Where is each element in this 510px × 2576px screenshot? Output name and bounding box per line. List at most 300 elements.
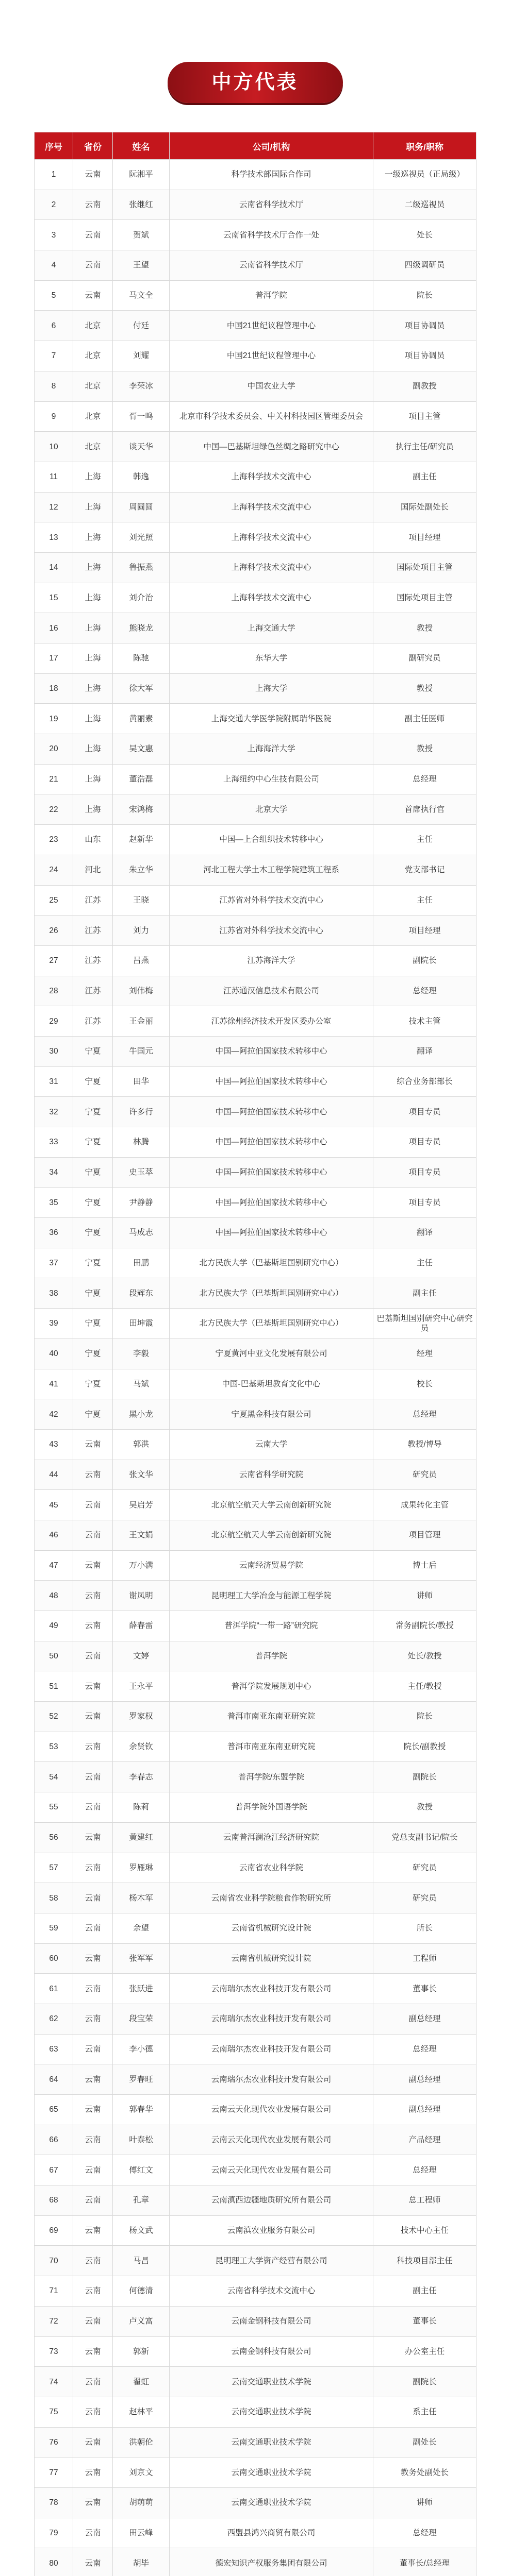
cell-name: 林腾 — [113, 1127, 170, 1158]
cell-position: 主任/教授 — [373, 1671, 476, 1702]
cell-name: 马文全 — [113, 280, 170, 311]
cell-name: 罗家权 — [113, 1702, 170, 1732]
cell-name: 刘耀 — [113, 341, 170, 371]
cell-position: 副总经理 — [373, 2064, 476, 2095]
cell-name: 黄丽素 — [113, 704, 170, 734]
cell-name: 郭春华 — [113, 2095, 170, 2125]
cell-organization: 上海海洋大学 — [170, 734, 373, 765]
cell-index: 9 — [35, 401, 73, 432]
cell-province: 江苏 — [73, 1006, 113, 1037]
cell-province: 云南 — [73, 2276, 113, 2307]
table-row — [35, 1550, 476, 1581]
cell-index: 10 — [35, 432, 73, 462]
cell-name: 尹静静 — [113, 1188, 170, 1218]
cell-organization: 宁夏黄河中亚文化发展有限公司 — [170, 1338, 373, 1369]
table-row — [35, 945, 476, 976]
cell-name: 贺斌 — [113, 220, 170, 250]
cell-organization: 北京航空航天大学云南创新研究院 — [170, 1490, 373, 1520]
cell-index: 73 — [35, 2336, 73, 2367]
cell-position: 副主任医师 — [373, 704, 476, 734]
cell-organization: 云南大学 — [170, 1429, 373, 1460]
cell-organization: 中国21世纪议程管理中心 — [170, 311, 373, 341]
table-row — [35, 1822, 476, 1853]
cell-index: 44 — [35, 1460, 73, 1490]
table-row — [35, 2185, 476, 2216]
cell-organization: 云南交通职业技术学院 — [170, 2397, 373, 2427]
table-row — [35, 401, 476, 432]
cell-province: 云南 — [73, 1460, 113, 1490]
cell-index: 32 — [35, 1097, 73, 1127]
cell-name: 李毅 — [113, 1338, 170, 1369]
cell-name: 余贤钦 — [113, 1732, 170, 1762]
cell-position: 院长 — [373, 280, 476, 311]
cell-position: 研究员 — [373, 1853, 476, 1883]
cell-province: 江苏 — [73, 976, 113, 1006]
table-row — [35, 2487, 476, 2518]
table-row — [35, 1853, 476, 1883]
cell-province: 上海 — [73, 462, 113, 492]
cell-organization: 普洱学院“一带一路”研究院 — [170, 1611, 373, 1641]
cell-organization: 云南省科学技术厅合作一处 — [170, 220, 373, 250]
cell-index: 38 — [35, 1278, 73, 1309]
cell-organization: 上海科学技术交流中心 — [170, 492, 373, 522]
cell-organization: 普洱学院外国语学院 — [170, 1792, 373, 1823]
representatives-table — [34, 132, 476, 2576]
cell-province: 云南 — [73, 2125, 113, 2155]
cell-position: 成果转化主管 — [373, 1490, 476, 1520]
cell-name: 陈驰 — [113, 643, 170, 674]
cell-position: 总经理 — [373, 976, 476, 1006]
cell-province: 上海 — [73, 794, 113, 825]
cell-index: 57 — [35, 1853, 73, 1883]
cell-name: 鲁振燕 — [113, 552, 170, 583]
table-row — [35, 1066, 476, 1097]
cell-position: 副主任 — [373, 462, 476, 492]
cell-index: 67 — [35, 2155, 73, 2185]
cell-organization: 云南云天化现代农业发展有限公司 — [170, 2125, 373, 2155]
cell-position: 国际处项目主管 — [373, 583, 476, 613]
cell-position: 副总经理 — [373, 2095, 476, 2125]
cell-province: 云南 — [73, 2427, 113, 2458]
cell-name: 刘伟梅 — [113, 976, 170, 1006]
cell-organization: 北方民族大学（巴基斯坦国别研究中心） — [170, 1309, 373, 1339]
cell-name: 吴启芳 — [113, 1490, 170, 1520]
cell-position: 总经理 — [373, 2518, 476, 2548]
cell-organization: 上海交通大学 — [170, 613, 373, 643]
cell-province: 云南 — [73, 1550, 113, 1581]
cell-position: 国际处项目主管 — [373, 552, 476, 583]
cell-index: 48 — [35, 1581, 73, 1611]
table-row — [35, 1641, 476, 1671]
table-row — [35, 2155, 476, 2185]
cell-organization: 上海交通大学医学院附属瑞华医院 — [170, 704, 373, 734]
cell-index: 51 — [35, 1671, 73, 1702]
cell-position: 项目主管 — [373, 401, 476, 432]
cell-index: 72 — [35, 2306, 73, 2336]
cell-position: 主任 — [373, 825, 476, 855]
cell-position: 科技项目部主任 — [373, 2246, 476, 2276]
cell-organization: 北京航空航天大学云南创新研究院 — [170, 1520, 373, 1550]
cell-index: 78 — [35, 2487, 73, 2518]
cell-organization: 云南金钢科技有限公司 — [170, 2336, 373, 2367]
cell-position: 首席执行官 — [373, 794, 476, 825]
cell-province: 云南 — [73, 1883, 113, 1913]
cell-province: 云南 — [73, 1732, 113, 1762]
cell-position: 总经理 — [373, 2155, 476, 2185]
cell-index: 41 — [35, 1369, 73, 1399]
cell-position: 经理 — [373, 1338, 476, 1369]
cell-province: 云南 — [73, 1429, 113, 1460]
cell-index: 37 — [35, 1248, 73, 1278]
header-organization: 公司/机构 — [170, 132, 373, 160]
table-row — [35, 583, 476, 613]
cell-name: 牛国元 — [113, 1036, 170, 1066]
cell-index: 1 — [35, 160, 73, 190]
cell-position: 项目经理 — [373, 916, 476, 946]
table-header — [35, 132, 476, 160]
cell-index: 35 — [35, 1188, 73, 1218]
cell-position: 总经理 — [373, 764, 476, 794]
table-row — [35, 1671, 476, 1702]
cell-organization: 云南瑞尔杰农业科技开发有限公司 — [170, 2034, 373, 2064]
cell-index: 31 — [35, 1066, 73, 1097]
cell-province: 云南 — [73, 2185, 113, 2216]
cell-index: 70 — [35, 2246, 73, 2276]
cell-organization: 普洱学院/东盟学院 — [170, 1762, 373, 1792]
cell-position: 副院长 — [373, 945, 476, 976]
cell-organization: 江苏通汉信息技术有限公司 — [170, 976, 373, 1006]
cell-position: 副处长 — [373, 2427, 476, 2458]
cell-position: 副总经理 — [373, 2004, 476, 2034]
cell-name: 刘京文 — [113, 2458, 170, 2488]
cell-index: 21 — [35, 764, 73, 794]
cell-name: 王金丽 — [113, 1006, 170, 1037]
table-row — [35, 280, 476, 311]
cell-province: 宁夏 — [73, 1399, 113, 1430]
cell-province: 云南 — [73, 2367, 113, 2397]
cell-organization: 云南瑞尔杰农业科技开发有限公司 — [170, 2064, 373, 2095]
cell-position: 校长 — [373, 1369, 476, 1399]
cell-province: 云南 — [73, 1943, 113, 1974]
table-row — [35, 794, 476, 825]
cell-position: 董事长 — [373, 2306, 476, 2336]
cell-organization: 云南省科学研究院 — [170, 1460, 373, 1490]
cell-organization: 东华大学 — [170, 643, 373, 674]
table-row — [35, 1460, 476, 1490]
table-row — [35, 1127, 476, 1158]
cell-province: 上海 — [73, 522, 113, 553]
cell-position: 研究员 — [373, 1460, 476, 1490]
cell-index: 3 — [35, 220, 73, 250]
cell-organization: 昆明理工大学冶金与能源工程学院 — [170, 1581, 373, 1611]
cell-province: 云南 — [73, 250, 113, 281]
cell-position: 技术主管 — [373, 1006, 476, 1037]
table-row — [35, 1097, 476, 1127]
cell-name: 赵林平 — [113, 2397, 170, 2427]
cell-position: 国际处副处长 — [373, 492, 476, 522]
table-row — [35, 2458, 476, 2488]
cell-name: 田云峰 — [113, 2518, 170, 2548]
cell-organization: 中国-巴基斯坦教育文化中心 — [170, 1369, 373, 1399]
cell-province: 云南 — [73, 2306, 113, 2336]
cell-index: 42 — [35, 1399, 73, 1430]
cell-organization: 云南省机械研究设计院 — [170, 1913, 373, 1943]
cell-name: 周圆圆 — [113, 492, 170, 522]
cell-province: 上海 — [73, 552, 113, 583]
cell-name: 王晓 — [113, 885, 170, 916]
cell-index: 40 — [35, 1338, 73, 1369]
cell-organization: 中国—上合组织技术转移中心 — [170, 825, 373, 855]
cell-position: 项目专员 — [373, 1157, 476, 1188]
table-row — [35, 1490, 476, 1520]
cell-position: 院长/副教授 — [373, 1732, 476, 1762]
cell-position: 项目专员 — [373, 1127, 476, 1158]
cell-province: 云南 — [73, 1490, 113, 1520]
cell-organization: 云南省机械研究设计院 — [170, 1943, 373, 1974]
cell-index: 2 — [35, 190, 73, 220]
cell-position: 总经理 — [373, 2034, 476, 2064]
cell-province: 江苏 — [73, 885, 113, 916]
cell-organization: 中国21世纪议程管理中心 — [170, 341, 373, 371]
table-row — [35, 1611, 476, 1641]
cell-name: 田鹏 — [113, 1248, 170, 1278]
cell-index: 71 — [35, 2276, 73, 2307]
table-row — [35, 492, 476, 522]
cell-index: 16 — [35, 613, 73, 643]
cell-province: 江苏 — [73, 945, 113, 976]
cell-province: 云南 — [73, 1641, 113, 1671]
table-row — [35, 976, 476, 1006]
cell-position: 博士后 — [373, 1550, 476, 1581]
cell-index: 65 — [35, 2095, 73, 2125]
cell-province: 江苏 — [73, 916, 113, 946]
cell-province: 上海 — [73, 583, 113, 613]
cell-organization: 中国—阿拉伯国家技术转移中心 — [170, 1127, 373, 1158]
table-row — [35, 855, 476, 885]
header-position: 职务/职称 — [373, 132, 476, 160]
cell-province: 云南 — [73, 1974, 113, 2004]
cell-name: 许多行 — [113, 1097, 170, 1127]
cell-name: 郭洪 — [113, 1429, 170, 1460]
cell-organization: 北京市科学技术委员会、中关村科技园区管理委员会 — [170, 401, 373, 432]
cell-name: 翟虹 — [113, 2367, 170, 2397]
cell-province: 上海 — [73, 492, 113, 522]
cell-name: 张跃进 — [113, 1974, 170, 2004]
cell-index: 53 — [35, 1732, 73, 1762]
cell-position: 董事长/总经理 — [373, 2548, 476, 2576]
table-row — [35, 2518, 476, 2548]
table-row — [35, 190, 476, 220]
cell-name: 赵新华 — [113, 825, 170, 855]
table-row — [35, 160, 476, 190]
cell-name: 熊晓龙 — [113, 613, 170, 643]
table-row — [35, 1762, 476, 1792]
cell-index: 43 — [35, 1429, 73, 1460]
cell-province: 云南 — [73, 1520, 113, 1550]
cell-province: 云南 — [73, 1702, 113, 1732]
cell-province: 宁夏 — [73, 1127, 113, 1158]
table-row — [35, 1732, 476, 1762]
header-province: 省份 — [73, 132, 113, 160]
table-row — [35, 1399, 476, 1430]
cell-name: 吕燕 — [113, 945, 170, 976]
cell-index: 62 — [35, 2004, 73, 2034]
cell-index: 61 — [35, 1974, 73, 2004]
cell-organization: 科学技术部国际合作司 — [170, 160, 373, 190]
cell-organization: 云南交通职业技术学院 — [170, 2367, 373, 2397]
cell-index: 6 — [35, 311, 73, 341]
cell-index: 52 — [35, 1702, 73, 1732]
cell-name: 杨文武 — [113, 2215, 170, 2246]
table-row — [35, 1188, 476, 1218]
cell-index: 50 — [35, 1641, 73, 1671]
cell-name: 刘光照 — [113, 522, 170, 553]
table-row — [35, 734, 476, 765]
table-row — [35, 1520, 476, 1550]
table-row — [35, 1006, 476, 1037]
cell-name: 罗春旺 — [113, 2064, 170, 2095]
cell-organization: 德宏知识产权服务集团有限公司 — [170, 2548, 373, 2576]
cell-organization: 北京大学 — [170, 794, 373, 825]
cell-organization: 中国—阿拉伯国家技术转移中心 — [170, 1157, 373, 1188]
cell-province: 河北 — [73, 855, 113, 885]
cell-name: 黄建红 — [113, 1822, 170, 1853]
cell-index: 55 — [35, 1792, 73, 1823]
cell-name: 李小德 — [113, 2034, 170, 2064]
cell-province: 山东 — [73, 825, 113, 855]
cell-province: 云南 — [73, 2336, 113, 2367]
cell-index: 33 — [35, 1127, 73, 1158]
cell-province: 云南 — [73, 1671, 113, 1702]
cell-province: 云南 — [73, 1611, 113, 1641]
cell-name: 王文娟 — [113, 1520, 170, 1550]
cell-index: 28 — [35, 976, 73, 1006]
cell-organization: 普洱市南亚东南亚研究院 — [170, 1732, 373, 1762]
cell-province: 云南 — [73, 2518, 113, 2548]
cell-name: 洪朝伦 — [113, 2427, 170, 2458]
cell-organization: 云南交通职业技术学院 — [170, 2487, 373, 2518]
cell-index: 34 — [35, 1157, 73, 1188]
table-row — [35, 2306, 476, 2336]
cell-province: 宁夏 — [73, 1248, 113, 1278]
cell-province: 云南 — [73, 1913, 113, 1943]
cell-province: 云南 — [73, 2034, 113, 2064]
cell-position: 党支部书记 — [373, 855, 476, 885]
cell-organization: 昆明理工大学资产经营有限公司 — [170, 2246, 373, 2276]
page-title: 中方代表 — [168, 62, 343, 103]
cell-organization: 江苏省对外科学技术交流中心 — [170, 916, 373, 946]
cell-position: 讲师 — [373, 2487, 476, 2518]
cell-province: 上海 — [73, 764, 113, 794]
cell-province: 宁夏 — [73, 1036, 113, 1066]
cell-name: 卢义富 — [113, 2306, 170, 2336]
table-row — [35, 764, 476, 794]
cell-organization: 云南省科学技术交流中心 — [170, 2276, 373, 2307]
cell-index: 17 — [35, 643, 73, 674]
cell-organization: 西盟县鸿兴商贸有限公司 — [170, 2518, 373, 2548]
cell-name: 朱立华 — [113, 855, 170, 885]
cell-organization: 云南交通职业技术学院 — [170, 2458, 373, 2488]
cell-position: 工程师 — [373, 1943, 476, 1974]
cell-organization: 云南云天化现代农业发展有限公司 — [170, 2155, 373, 2185]
cell-name: 胡毕 — [113, 2548, 170, 2576]
table-row — [35, 2215, 476, 2246]
table-row — [35, 1218, 476, 1248]
cell-position: 教务处副处长 — [373, 2458, 476, 2488]
cell-name: 史玉萃 — [113, 1157, 170, 1188]
table-row — [35, 1157, 476, 1188]
cell-position: 副教授 — [373, 371, 476, 401]
cell-province: 北京 — [73, 432, 113, 462]
cell-province: 云南 — [73, 2548, 113, 2576]
cell-name: 罗雁琳 — [113, 1853, 170, 1883]
cell-province: 宁夏 — [73, 1369, 113, 1399]
table-row — [35, 1702, 476, 1732]
cell-name: 刘介治 — [113, 583, 170, 613]
cell-position: 副院长 — [373, 1762, 476, 1792]
cell-name: 马昌 — [113, 2246, 170, 2276]
cell-index: 8 — [35, 371, 73, 401]
cell-organization: 上海科学技术交流中心 — [170, 462, 373, 492]
table-row — [35, 2034, 476, 2064]
cell-index: 24 — [35, 855, 73, 885]
cell-position: 处长 — [373, 220, 476, 250]
cell-index: 7 — [35, 341, 73, 371]
cell-index: 14 — [35, 552, 73, 583]
cell-province: 宁夏 — [73, 1278, 113, 1309]
table-row — [35, 2125, 476, 2155]
cell-index: 63 — [35, 2034, 73, 2064]
cell-position: 项目管理 — [373, 1520, 476, 1550]
cell-name: 李荣冰 — [113, 371, 170, 401]
cell-name: 董浩磊 — [113, 764, 170, 794]
table-row — [35, 1429, 476, 1460]
cell-name: 王望 — [113, 250, 170, 281]
cell-index: 27 — [35, 945, 73, 976]
cell-index: 23 — [35, 825, 73, 855]
cell-organization: 云南省农业科学院粮食作物研究所 — [170, 1883, 373, 1913]
cell-position: 教授/博导 — [373, 1429, 476, 1460]
cell-position: 一级巡视员（正局级） — [373, 160, 476, 190]
cell-province: 云南 — [73, 2487, 113, 2518]
cell-position: 主任 — [373, 885, 476, 916]
cell-organization: 中国—阿拉伯国家技术转移中心 — [170, 1066, 373, 1097]
cell-position: 技术中心主任 — [373, 2215, 476, 2246]
cell-index: 22 — [35, 794, 73, 825]
cell-index: 4 — [35, 250, 73, 281]
cell-index: 15 — [35, 583, 73, 613]
cell-index: 5 — [35, 280, 73, 311]
cell-name: 胥一鸣 — [113, 401, 170, 432]
cell-name: 张继红 — [113, 190, 170, 220]
cell-index: 69 — [35, 2215, 73, 2246]
cell-position: 常务副院长/教授 — [373, 1611, 476, 1641]
table-row — [35, 2276, 476, 2307]
table-row — [35, 1581, 476, 1611]
cell-position: 办公室主任 — [373, 2336, 476, 2367]
table-row — [35, 2246, 476, 2276]
cell-organization: 江苏徐州经济技术开发区委办公室 — [170, 1006, 373, 1037]
cell-name: 田华 — [113, 1066, 170, 1097]
cell-name: 宋鸿梅 — [113, 794, 170, 825]
cell-position: 四级调研员 — [373, 250, 476, 281]
cell-organization: 云南普洱澜沧江经济研究院 — [170, 1822, 373, 1853]
table-body — [35, 160, 476, 2576]
cell-organization: 中国—阿拉伯国家技术转移中心 — [170, 1036, 373, 1066]
cell-position: 总工程师 — [373, 2185, 476, 2216]
table-row — [35, 522, 476, 553]
cell-province: 云南 — [73, 280, 113, 311]
